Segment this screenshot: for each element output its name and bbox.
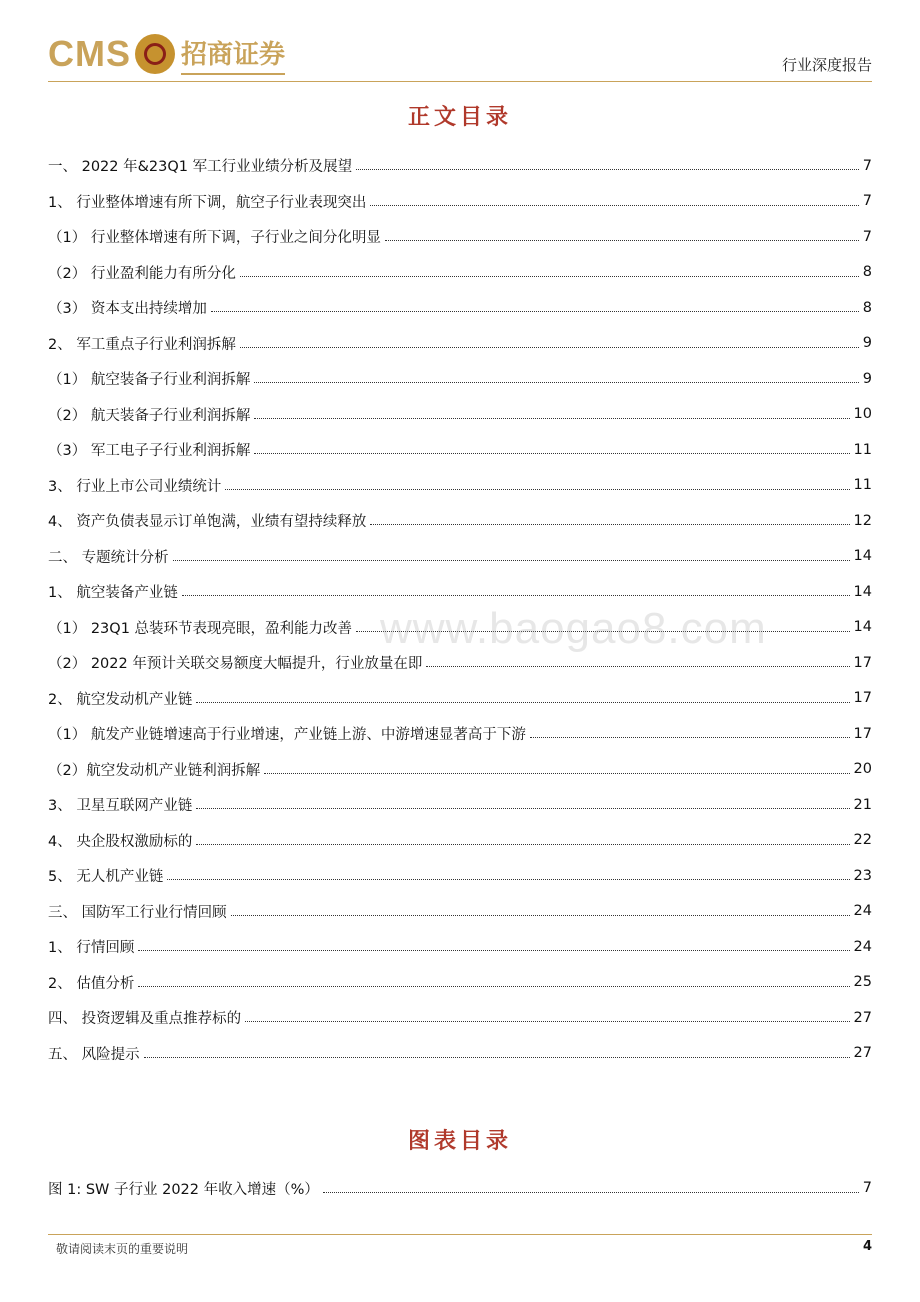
page-header [48, 28, 872, 84]
dot-leader [173, 560, 850, 561]
toc-entry[interactable] [48, 681, 872, 717]
toc-entry-label: （1） 航发产业链增速高于行业增速，产业链上游、中游增速显著高于下游 [48, 727, 526, 744]
toc-entry[interactable] [48, 539, 872, 575]
toc-entry[interactable] [48, 397, 872, 433]
figure-entry[interactable] [48, 1170, 872, 1206]
toc-entry-label: 1、 行情回顾 [48, 940, 135, 957]
dot-leader [240, 347, 859, 348]
toc-entry-page: 14 [853, 583, 872, 600]
dot-leader [370, 524, 849, 525]
toc-entry[interactable] [48, 184, 872, 220]
toc-entry[interactable] [48, 326, 872, 362]
dot-leader [225, 489, 849, 490]
logo-emblem-icon [135, 34, 175, 74]
dot-leader [231, 915, 850, 916]
logo-cms-text: CMS [48, 33, 131, 74]
toc-entry-page: 11 [853, 477, 872, 494]
toc-entry[interactable] [48, 432, 872, 468]
toc-entry-label: （3） 资本支出持续增加 [48, 301, 207, 318]
dot-leader [385, 240, 859, 241]
dot-leader [138, 950, 849, 951]
toc-entry-page: 14 [853, 548, 872, 565]
toc-entry-label: （2） 航天装备子行业利润拆解 [48, 407, 251, 424]
toc-entry-label: 3、 行业上市公司业绩统计 [48, 478, 222, 495]
toc-entry[interactable] [48, 148, 872, 184]
toc-entry-page: 17 [853, 725, 872, 742]
toc-entry-label: 五、 风险提示 [48, 1046, 140, 1063]
report-type-label: 行业深度报告 [781, 56, 872, 74]
dot-leader [196, 844, 849, 845]
toc-entry-page: 9 [862, 335, 872, 352]
logo-company-name: 招商证券 [181, 34, 285, 75]
dot-leader [211, 311, 859, 312]
toc-entry[interactable] [48, 1036, 872, 1072]
toc-entry-page: 25 [853, 974, 872, 991]
toc-entry[interactable] [48, 1000, 872, 1036]
toc-entry-label: （2） 行业盈利能力有所分化 [48, 265, 236, 282]
toc-entry-label: （2）航空发动机产业链利润拆解 [48, 762, 261, 779]
dot-leader [144, 1057, 850, 1058]
toc-entry-page: 20 [853, 761, 872, 778]
header-divider [48, 81, 872, 82]
toc-entry[interactable] [48, 787, 872, 823]
toc-entry[interactable] [48, 929, 872, 965]
toc-entry-label: 5、 无人机产业链 [48, 869, 164, 886]
toc-entry-page: 8 [862, 299, 872, 316]
dot-leader [323, 1192, 859, 1193]
toc-entry-label: 1、 航空装备产业链 [48, 585, 178, 602]
toc-entry-label: （1） 行业整体增速有所下调，子行业之间分化明显 [48, 230, 381, 247]
toc-entry[interactable] [48, 716, 872, 752]
dot-leader [254, 382, 858, 383]
toc-entry-page: 23 [853, 867, 872, 884]
toc-entry-page: 27 [853, 1045, 872, 1062]
toc-entry-label: 2、 航空发动机产业链 [48, 691, 193, 708]
dot-leader [196, 808, 849, 809]
toc-entry-label: （2） 2022 年预计关联交易额度大幅提升，行业放量在即 [48, 656, 423, 673]
dot-leader [138, 986, 849, 987]
toc-entry-page: 27 [853, 1009, 872, 1026]
watermark: www.baogao8.com [380, 604, 767, 653]
toc-entry-page: 7 [862, 157, 872, 174]
dot-leader [167, 879, 849, 880]
toc-entry-label: 2、 估值分析 [48, 975, 135, 992]
toc-entry-label: 2、 军工重点子行业利润拆解 [48, 336, 236, 353]
toc-entry[interactable] [48, 503, 872, 539]
dot-leader [182, 595, 850, 596]
toc-entry-label: 二、 专题统计分析 [48, 549, 169, 566]
toc-entry-page: 11 [853, 441, 872, 458]
toc-entry[interactable] [48, 752, 872, 788]
toc-entry-label: 3、 卫星互联网产业链 [48, 798, 193, 815]
toc-entry-page: 10 [853, 406, 872, 423]
toc-entry-label: （1） 航空装备子行业利润拆解 [48, 372, 251, 389]
toc-title: 正文目录 [407, 104, 512, 130]
dot-leader [426, 666, 849, 667]
toc-entry-page: 17 [853, 690, 872, 707]
toc-entry[interactable] [48, 255, 872, 291]
page-number: 4 [862, 1239, 872, 1254]
toc-entry-label: 一、 2022 年&23Q1 军工行业业绩分析及展望 [48, 159, 353, 176]
toc-entry-label: 四、 投资逻辑及重点推荐标的 [48, 1011, 242, 1028]
dot-leader [196, 702, 849, 703]
toc-entry[interactable] [48, 290, 872, 326]
toc-entry[interactable] [48, 468, 872, 504]
toc-entry-page: 24 [853, 903, 872, 920]
toc-entry[interactable] [48, 894, 872, 930]
toc-entry-page: 21 [853, 796, 872, 813]
figure-toc-title: 图表目录 [407, 1128, 512, 1154]
toc-entry-page: 14 [853, 619, 872, 636]
toc-entry-page: 22 [853, 832, 872, 849]
footer-note: 敬请阅读末页的重要说明 [56, 1242, 189, 1256]
dot-leader [356, 169, 859, 170]
figure-table-of-contents [48, 1170, 872, 1206]
dot-leader [370, 205, 858, 206]
toc-entry-page: 8 [862, 264, 872, 281]
toc-entry-page: 7 [862, 228, 872, 245]
footer-divider [48, 1234, 872, 1235]
toc-entry-page: 7 [862, 193, 872, 210]
toc-entry[interactable] [48, 219, 872, 255]
dot-leader [245, 1021, 849, 1022]
toc-entry-label: 4、 央企股权激励标的 [48, 833, 193, 850]
toc-entry[interactable] [48, 823, 872, 859]
figure-entry-label: 图 1: SW 子行业 2022 年收入增速（%） [48, 1181, 319, 1198]
dot-leader [530, 737, 850, 738]
toc-entry-label: 1、 行业整体增速有所下调，航空子行业表现突出 [48, 194, 367, 211]
toc-entry[interactable] [48, 965, 872, 1001]
toc-entry[interactable] [48, 858, 872, 894]
toc-entry-page: 12 [853, 512, 872, 529]
toc-entry-label: （3） 军工电子子行业利润拆解 [48, 443, 251, 460]
dot-leader [254, 418, 849, 419]
toc-entry-label: （1） 23Q1 总装环节表现亮眼，盈利能力改善 [48, 620, 353, 637]
cms-logo [48, 32, 285, 76]
toc-entry[interactable] [48, 361, 872, 397]
dot-leader [254, 453, 849, 454]
dot-leader [264, 773, 849, 774]
toc-entry-label: 4、 资产负债表显示订单饱满，业绩有望持续释放 [48, 514, 367, 531]
toc-entry-page: 17 [853, 654, 872, 671]
toc-entry-page: 9 [862, 370, 872, 387]
toc-entry-page: 24 [853, 938, 872, 955]
dot-leader [240, 276, 859, 277]
figure-entry-page: 7 [862, 1180, 872, 1196]
toc-entry-label: 三、 国防军工行业行情回顾 [48, 904, 227, 921]
